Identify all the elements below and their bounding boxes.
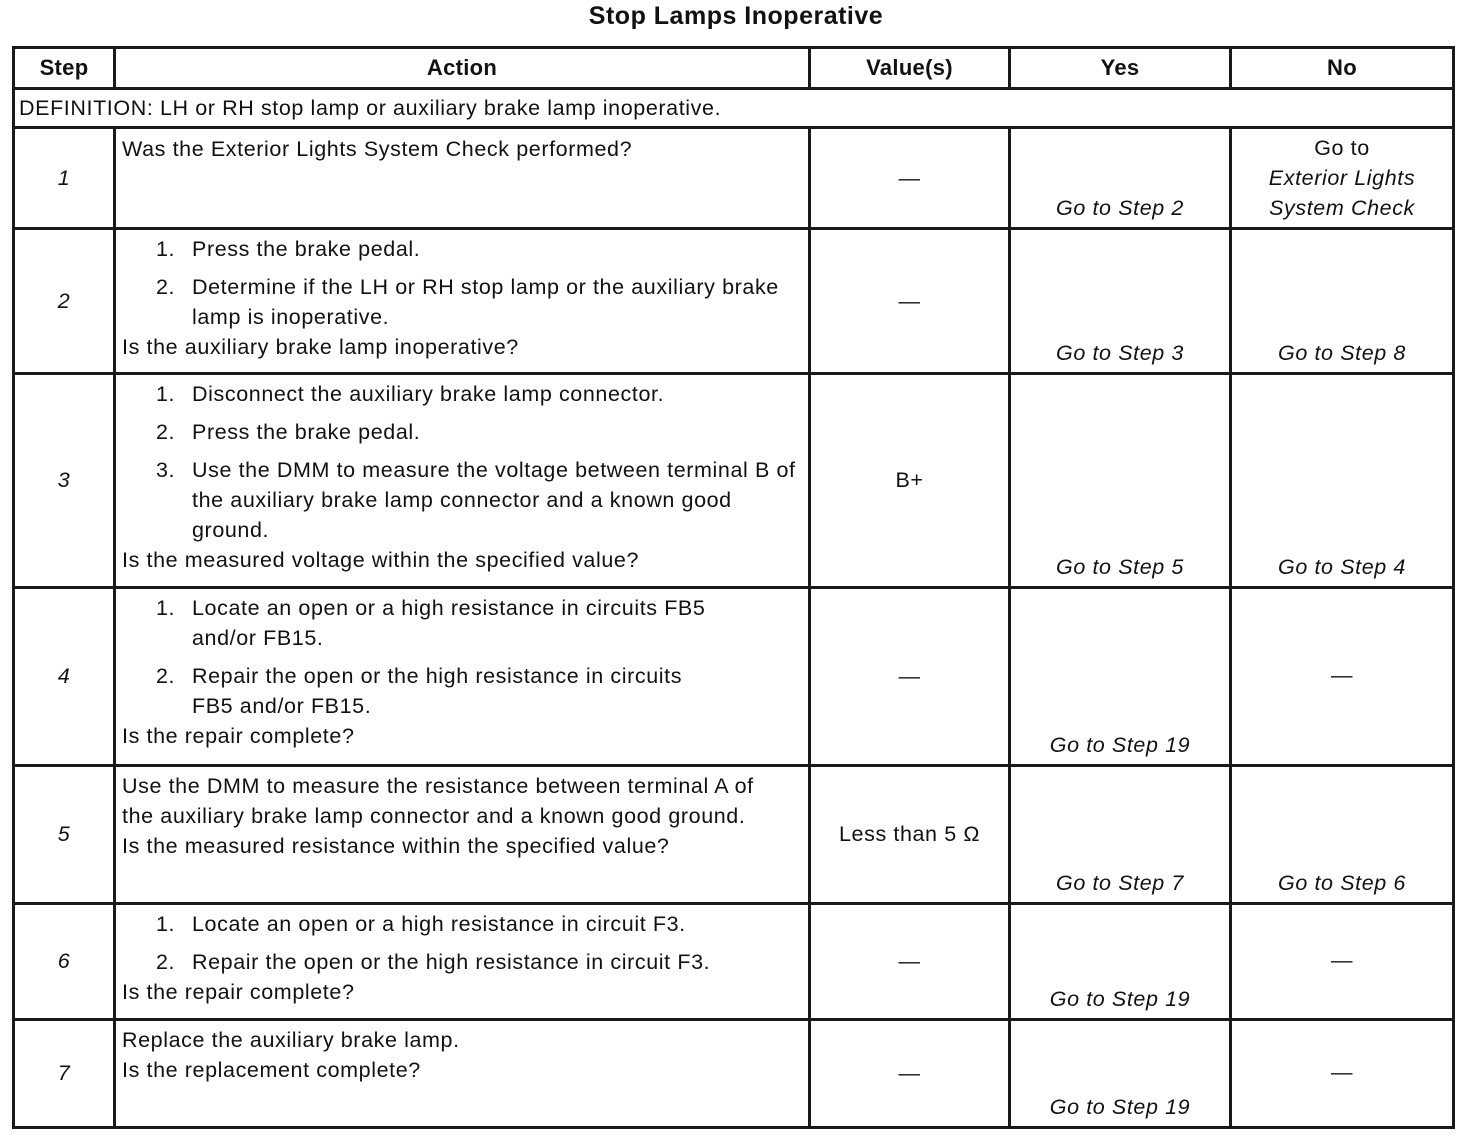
yes-cell: Go to Step 19	[1010, 588, 1231, 766]
yes-cell: Go to Step 5	[1010, 374, 1231, 588]
list-item: 1. Locate an open or a high resistance in circuit F3.	[156, 912, 686, 936]
action-cell	[115, 374, 810, 588]
list-item: 2. Determine if the LH or RH stop lamp or the auxiliary brake lamp is inoperative.	[156, 275, 779, 329]
no-cell: Go to Step 6	[1231, 766, 1454, 904]
no-cell	[1231, 128, 1454, 229]
value-cell: —	[810, 128, 1010, 229]
table-row	[14, 229, 1454, 374]
no-cell: —	[1231, 588, 1454, 766]
header-values: Value(s)	[810, 48, 1010, 89]
action-question: Is the repair complete?	[122, 980, 355, 1004]
action-question: Is the replacement complete?	[122, 1058, 421, 1082]
header-no: No	[1231, 48, 1454, 89]
value-cell: Less than 5 Ω	[810, 766, 1010, 904]
action-cell	[115, 904, 810, 1020]
action-cell	[115, 588, 810, 766]
yes-cell: Go to Step 2	[1010, 128, 1231, 229]
yes-cell: Go to Step 19	[1010, 904, 1231, 1020]
value-cell: —	[810, 229, 1010, 374]
action-text: Replace the auxiliary brake lamp.	[122, 1028, 460, 1052]
value-cell: —	[810, 904, 1010, 1020]
diagnostic-table	[12, 46, 1455, 1129]
step-number: 1	[14, 128, 115, 229]
action-list	[122, 593, 798, 721]
table-row	[14, 1020, 1454, 1128]
list-item: 1. Press the brake pedal.	[156, 237, 421, 261]
definition-text: DEFINITION: LH or RH stop lamp or auxiliary brake lamp inoperative.	[14, 89, 1454, 128]
list-item: 2. Repair the open or the high resistance in circuits FB5 and/or FB15.	[156, 664, 683, 718]
page-title: Stop Lamps Inoperative	[588, 2, 884, 30]
list-item: 1. Locate an open or a high resistance in circuits FB5 and/or FB15.	[156, 596, 706, 650]
action-text: Was the Exterior Lights System Check performed?	[122, 137, 633, 161]
table-row	[14, 904, 1454, 1020]
table-row	[14, 374, 1454, 588]
yes-cell: Go to Step 3	[1010, 229, 1231, 374]
no-cell: Go to Step 4	[1231, 374, 1454, 588]
value-cell: B+	[810, 374, 1010, 588]
action-cell	[115, 766, 810, 904]
action-list	[122, 379, 798, 545]
step-number: 2	[14, 229, 115, 374]
no-cell: Go to Step 8	[1231, 229, 1454, 374]
list-item: 2. Press the brake pedal.	[156, 420, 421, 444]
value-cell: —	[810, 588, 1010, 766]
list-item: 1. Disconnect the auxiliary brake lamp connector.	[156, 382, 665, 406]
definition-row	[14, 89, 1454, 128]
header-yes: Yes	[1010, 48, 1231, 89]
step-number: 4	[14, 588, 115, 766]
step-number: 6	[14, 904, 115, 1020]
header-action: Action	[115, 48, 810, 89]
step-number: 7	[14, 1020, 115, 1128]
action-cell	[115, 229, 810, 374]
table-row	[14, 128, 1454, 229]
no-cell: —	[1231, 904, 1454, 1020]
no-reference: Exterior Lights System Check	[1268, 166, 1416, 220]
value-cell: —	[810, 1020, 1010, 1128]
action-text: Use the DMM to measure the resistance between terminal A of the auxiliary brake lamp connector and a known good ground.	[122, 774, 754, 828]
table-row	[14, 588, 1454, 766]
action-question: Is the auxiliary brake lamp inoperative?	[122, 335, 519, 359]
step-number: 5	[14, 766, 115, 904]
action-list	[122, 234, 798, 332]
list-item: 2. Repair the open or the high resistance in circuit F3.	[156, 950, 711, 974]
header-row	[14, 48, 1454, 89]
no-cell: —	[1231, 1020, 1454, 1128]
no-lead: Go to	[1314, 136, 1370, 160]
action-question: Is the repair complete?	[122, 724, 355, 748]
action-list	[122, 909, 798, 977]
yes-cell: Go to Step 19	[1010, 1020, 1231, 1128]
action-question: Is the measured voltage within the specified value?	[122, 548, 640, 572]
yes-cell: Go to Step 7	[1010, 766, 1231, 904]
table-row	[14, 766, 1454, 904]
list-item: 3. Use the DMM to measure the voltage between terminal B of the auxiliary brake lamp connector and a known good ground.	[156, 458, 796, 542]
action-cell	[115, 128, 810, 229]
header-step: Step	[14, 48, 115, 89]
action-question: Is the measured resistance within the specified value?	[122, 834, 670, 858]
action-cell	[115, 1020, 810, 1128]
step-number: 3	[14, 374, 115, 588]
